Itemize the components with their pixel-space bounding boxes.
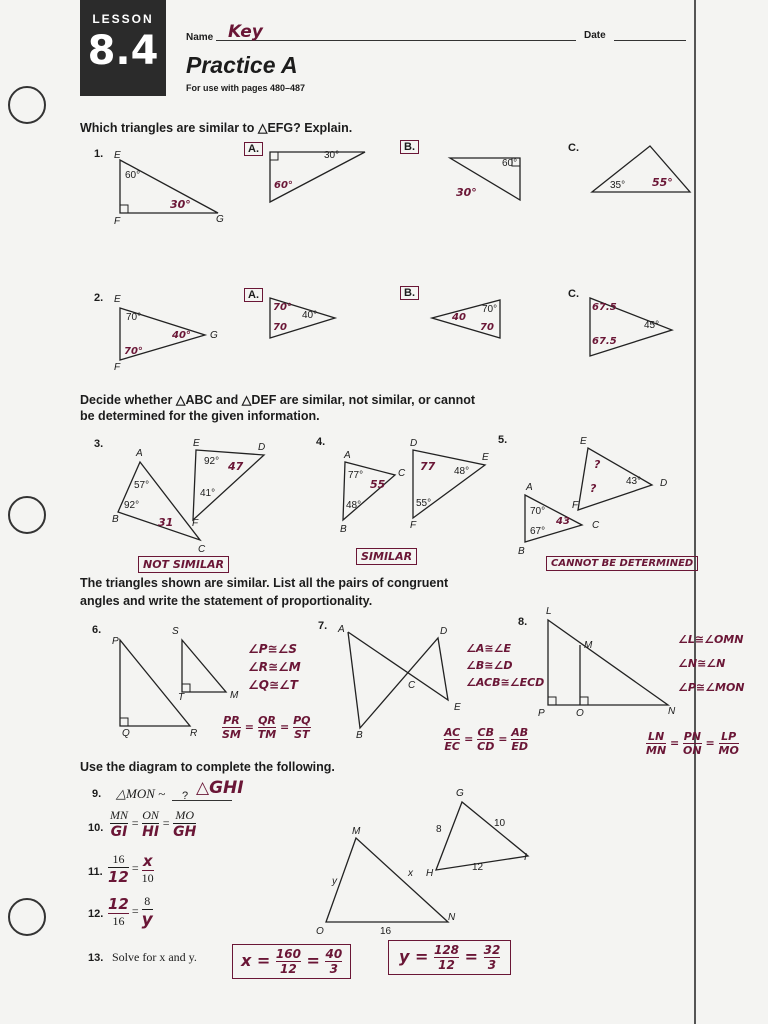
q4-vertex-c: C — [398, 468, 406, 479]
q1-number: 1. — [94, 148, 104, 160]
q2-c-written-2: 67.5 — [592, 336, 617, 347]
q7-ratio-2-bottom: CD — [477, 740, 495, 753]
q2-b-written-2: 70 — [480, 322, 494, 333]
q4-angle-1: 77° — [348, 470, 364, 481]
q7-vertex-b: B — [356, 730, 363, 741]
diagram-label-16: 16 — [380, 926, 392, 937]
name-label: Name — [186, 32, 214, 43]
q6-number: 6. — [92, 624, 102, 636]
section2-heading-line2: be determined for the given information. — [80, 409, 320, 423]
q7-vertex-c: C — [408, 680, 416, 691]
q8-ratio-3-top: LP — [719, 730, 739, 744]
q1-a-written: 60° — [274, 180, 293, 191]
q10-number: 10. — [88, 822, 104, 834]
q5-angle-2: 70° — [530, 506, 546, 517]
q6-ratio-2-top: QR — [258, 714, 276, 727]
q2-a-printed: 40° — [302, 310, 318, 321]
q4-written-2: 77 — [420, 460, 436, 473]
q8-ratio-3-bottom: MO — [718, 744, 739, 757]
q6-ratio-1-top: PR — [223, 714, 240, 727]
q4-angle-3: 48° — [454, 466, 470, 477]
q6-vertex-q: Q — [122, 728, 130, 739]
q8-vertex-p: P — [538, 708, 545, 719]
q1-given-angle: 60° — [125, 170, 141, 181]
q4-number: 4. — [316, 436, 326, 448]
q6-proportion: $\frac{PR}{SM}$ = $\frac{QR}{TM}$ = $\frac{PQ}{ST}$ — [222, 714, 311, 741]
q6-vertex-s: S — [172, 626, 179, 637]
q7-ratio-3-top: AB — [511, 726, 529, 739]
q10-top-2: ON — [142, 808, 159, 822]
q10-top-3: MO — [173, 808, 196, 824]
q1-vertex-f: F — [114, 216, 121, 227]
q4-vertex-a: A — [344, 450, 351, 461]
answer-x-bot1: 12 — [280, 962, 297, 976]
q3-vertex-b: B — [112, 514, 119, 525]
q5-written-3: 43 — [556, 516, 570, 527]
q1-choice-c: C. — [568, 142, 579, 154]
q8-ratio-1-bottom: MN — [646, 744, 667, 757]
q9-number: 9. — [92, 788, 102, 800]
q5-number: 5. — [498, 434, 508, 446]
q6-vertex-m: M — [230, 690, 239, 701]
q1-c-printed: 35° — [610, 180, 626, 191]
q11-proportion: $\frac{16}{12}$ = $\frac{x}{10}$ — [108, 852, 154, 886]
q4-vertex-f: F — [410, 520, 417, 531]
q12-bottom-2: y — [141, 910, 153, 930]
q6-triangle-pqr — [120, 640, 190, 726]
answer-x-box: x = $\frac{160}{12}$ = $\frac{40}{3}$ — [232, 944, 351, 979]
q1-triangle-efg — [120, 160, 218, 213]
q8-number: 8. — [518, 616, 528, 628]
q11-top-1: 16 — [108, 852, 129, 868]
q7-congruence-2: ∠B≅∠D — [466, 659, 513, 672]
q7-vertex-a: A — [338, 624, 345, 635]
q4-vertex-d: D — [410, 438, 418, 449]
answer-x-top1: 160 — [275, 947, 301, 961]
q7-congruence-1: ∠A≅∠E — [466, 642, 511, 655]
q3-vertex-f: F — [192, 518, 199, 529]
q3-vertex-a: A — [136, 448, 143, 459]
q6-ratio-3-bottom: ST — [294, 728, 310, 741]
q6-ratio-2-bottom: TM — [257, 728, 277, 741]
answer-y-box: y = $\frac{128}{12}$ = $\frac{32}{3}$ — [388, 940, 511, 975]
q10-bottom-2: HI — [142, 824, 160, 840]
q2-number: 2. — [94, 292, 104, 304]
diagram-label-8: 8 — [436, 824, 442, 835]
diagram-label-12: 12 — [472, 862, 484, 873]
q1-choice-a: A. — [244, 142, 263, 156]
q6-congruence-2: ∠R≅∠M — [248, 660, 301, 674]
q1-b-printed: 60° — [502, 158, 518, 169]
q5-written-2: ? — [590, 482, 597, 495]
q8-congruence-2: ∠N≅∠N — [678, 657, 726, 670]
q3-number: 3. — [94, 438, 104, 450]
q1-vertex-e: E — [114, 150, 121, 161]
q2-a-written-2: 70 — [273, 322, 287, 333]
q2-a-written-1: 70° — [273, 302, 292, 313]
q5-vertex-f: F — [572, 500, 579, 511]
answer-x-var: x — [241, 951, 252, 970]
q2-vertex-f: F — [114, 362, 121, 373]
q8-vertex-o: O — [576, 708, 584, 719]
section2-heading-line1: Decide whether △ABC and △DEF are similar, not similar, or cannot — [80, 393, 476, 407]
answer-y-bot2: 3 — [487, 958, 497, 972]
q9-text: △MON ~ — [116, 786, 166, 801]
q7-ratio-2-top: CB — [477, 726, 494, 739]
answer-x-bot2: 3 — [329, 962, 339, 976]
q6-vertex-p: P — [112, 636, 119, 647]
page-subtitle: For use with pages 480–487 — [186, 83, 306, 93]
q8-vertex-n: N — [668, 706, 676, 717]
q13-number: 13. — [88, 952, 104, 964]
q12-top-1: 12 — [108, 895, 129, 913]
diagram-vertex-m: M — [352, 826, 361, 837]
q6-ratio-3-top: PQ — [293, 714, 311, 727]
name-value: Key — [228, 22, 263, 42]
lesson-word: LESSON — [92, 12, 154, 26]
q4-angle-2: 48° — [346, 500, 362, 511]
answer-x-top2: 40 — [325, 947, 343, 961]
diagram-triangle-ghi — [436, 802, 528, 870]
q7-proportion: $\frac{AC}{EC}$ = $\frac{CB}{CD}$ = $\frac{AB}{ED}$ — [444, 726, 529, 753]
q5-answer: CANNOT BE DETERMINED — [546, 556, 698, 571]
q5-angle-1: 43° — [626, 476, 642, 487]
q2-vertex-g: G — [210, 330, 218, 341]
q7-vertex-d: D — [440, 626, 448, 637]
diagram-label-10: 10 — [494, 818, 506, 829]
q12-bottom-1: 16 — [112, 914, 125, 928]
q7-ratio-1-bottom: EC — [444, 740, 460, 753]
answer-y-top2: 32 — [483, 943, 501, 957]
q1-written-angle: 30° — [170, 198, 191, 211]
q2-b-written-1: 40 — [452, 312, 466, 323]
q3-vertex-d: D — [258, 442, 266, 453]
q2-b-printed: 70° — [482, 304, 498, 315]
q7-congruence-3: ∠ACB≅∠ECD — [466, 676, 545, 689]
q6-congruences — [248, 640, 301, 694]
q13-text: Solve for x and y. — [112, 950, 197, 964]
q3-angle-3: 92° — [204, 456, 220, 467]
q7-number: 7. — [318, 620, 328, 632]
q1-triangle-c — [592, 146, 690, 192]
q7-congruences — [466, 640, 544, 691]
q8-congruence-1: ∠L≅∠OMN — [678, 633, 744, 646]
q3-answer: NOT SIMILAR — [138, 556, 229, 573]
q1-b-written: 30° — [456, 186, 477, 199]
q11-bottom-1: 12 — [108, 868, 129, 886]
q2-choice-a: A. — [244, 288, 263, 302]
q8-ratio-1-top: LN — [647, 730, 665, 743]
q8-ratio-2-top: PN — [683, 730, 701, 743]
q3-written-2: 31 — [158, 516, 174, 529]
q7-bowtie — [348, 632, 448, 728]
q4-angle-4: 55° — [416, 498, 432, 509]
q3-written-1: 47 — [228, 460, 244, 473]
answer-y-var: y — [399, 947, 410, 966]
q9-blank: ? — [182, 790, 189, 802]
section3-heading-line2: angles and write the statement of proportionality. — [80, 594, 373, 608]
q2-written-angle-2: 70° — [124, 346, 143, 357]
q10-proportion: $\frac{MN}{GI}$ = $\frac{ON}{HI}$ = $\frac{MO}{GH}$ — [110, 808, 197, 840]
q5-vertex-a: A — [526, 482, 533, 493]
diagram-vertex-o: O — [316, 926, 324, 937]
q5-vertex-c: C — [592, 520, 600, 531]
q2-choice-b: B. — [400, 286, 419, 300]
q5-vertex-e: E — [580, 436, 587, 447]
q5-vertex-d: D — [660, 478, 668, 489]
section1-heading: Which triangles are similar to △EFG? Explain. — [80, 121, 353, 135]
diagram-vertex-h: H — [426, 868, 434, 879]
diagram-label-x: x — [408, 868, 413, 879]
q8-vertex-l: L — [546, 606, 552, 617]
q8-triangle-lpn — [548, 620, 668, 705]
q3-angle-2: 92° — [124, 500, 140, 511]
diagram-triangle-mon — [326, 838, 448, 922]
q11-number: 11. — [88, 866, 103, 878]
q8-proportion: $\frac{LN}{MN}$ = $\frac{PN}{ON}$ = $\frac{LP}{MO}$ — [646, 730, 739, 757]
q5-vertex-b: B — [518, 546, 525, 557]
q8-congruences — [678, 628, 745, 700]
q6-congruence-3: ∠Q≅∠T — [248, 678, 298, 692]
date-label: Date — [584, 30, 606, 41]
q3-angle-1: 57° — [134, 480, 150, 491]
diagram-label-y: y — [332, 876, 337, 887]
q2-c-written-1: 67.5 — [592, 302, 617, 313]
diagram-vertex-i: I — [524, 852, 527, 863]
q5-angle-3: 67° — [530, 526, 546, 537]
page-title: Practice A — [186, 52, 298, 78]
q12-proportion: $\frac{12}{16}$ = $\frac{8}{y}$ — [108, 894, 153, 930]
q4-answer: SIMILAR — [356, 548, 417, 565]
q9-blank-line — [172, 800, 232, 801]
q2-given-angle: 70° — [126, 312, 142, 323]
q7-ratio-3-bottom: ED — [511, 740, 529, 753]
q2-c-printed: 45° — [644, 320, 660, 331]
q4-written-1: 55 — [370, 478, 386, 491]
q10-top-1: MN — [110, 808, 128, 822]
q11-bottom-2: 10 — [141, 871, 154, 885]
q7-ratio-1-top: AC — [444, 726, 461, 739]
diagram-vertex-n: N — [448, 912, 456, 923]
q4-vertex-b: B — [340, 524, 347, 535]
lesson-number: 8.4 — [87, 28, 159, 74]
q1-a-printed: 30° — [324, 150, 340, 161]
q6-congruence-1: ∠P≅∠S — [248, 642, 298, 656]
q2-written-angle-1: 40° — [172, 330, 191, 341]
answer-y-bot1: 12 — [438, 958, 455, 972]
q10-bottom-1: GI — [110, 824, 128, 840]
q1-triangle-a — [270, 152, 365, 202]
q1-vertex-g: G — [216, 214, 224, 225]
q1-choice-b: B. — [400, 140, 419, 154]
q8-congruence-3: ∠P≅∠MON — [678, 681, 745, 694]
q3-vertex-c: C — [198, 544, 206, 555]
answer-y-top1: 128 — [433, 943, 460, 957]
q8-vertex-m: M — [584, 640, 593, 651]
q12-number: 12. — [88, 908, 104, 920]
q2-choice-c: C. — [568, 288, 579, 300]
q10-bottom-3: GH — [173, 824, 197, 840]
section3-heading-line1: The triangles shown are similar. List all the pairs of congruent — [80, 576, 449, 590]
q11-top-2: x — [142, 852, 153, 870]
q6-ratio-1-bottom: SM — [222, 728, 241, 741]
q6-vertex-t: T — [178, 692, 185, 703]
q4-vertex-e: E — [482, 452, 489, 463]
q3-vertex-e: E — [193, 438, 200, 449]
section4-heading: Use the diagram to complete the following. — [80, 760, 335, 774]
q3-angle-4: 41° — [200, 488, 216, 499]
q8-ratio-2-bottom: ON — [683, 744, 702, 757]
q6-vertex-r: R — [190, 728, 198, 739]
q1-c-written: 55° — [652, 176, 673, 189]
q7-vertex-e: E — [454, 702, 461, 713]
q2-vertex-e: E — [114, 294, 121, 305]
q9-answer: △GHI — [196, 778, 244, 798]
q5-written-1: ? — [594, 458, 601, 471]
diagram-vertex-g: G — [456, 788, 464, 799]
q12-top-2: 8 — [142, 894, 153, 910]
